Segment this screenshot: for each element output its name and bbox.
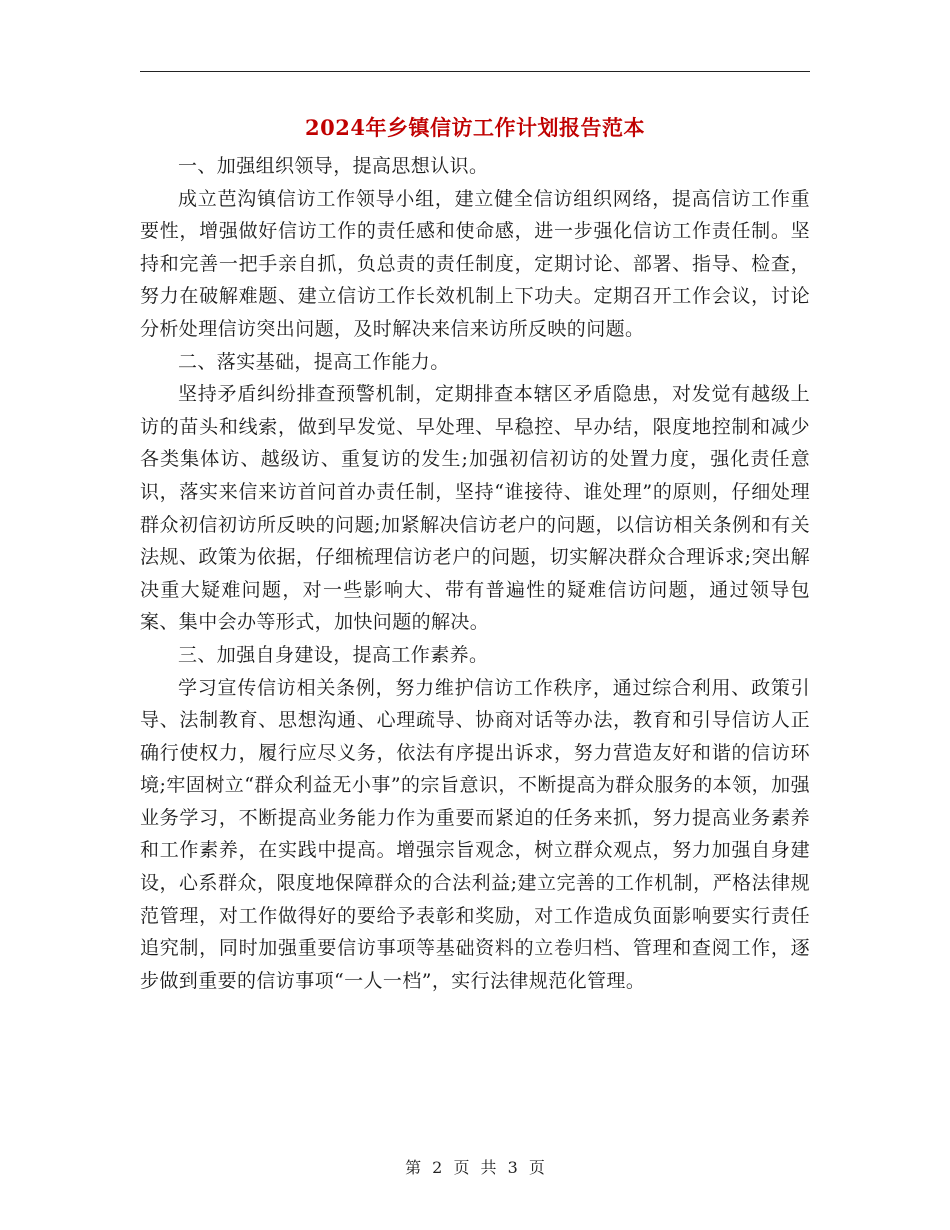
- document-title: 2024年乡镇信访工作计划报告范本: [305, 115, 645, 140]
- body-paragraph-2: 坚持矛盾纠纷排查预警机制，定期排查本辖区矛盾隐患，对发觉有越级上访的苗头和线索，做到早发觉、早处理、早稳控、早办结，限度地控制和减少各类集体访、越级访、重复访的发生;加强初信初访的处置力度，强化责任意识，落实来信来访首问首办责任制，坚持“谁接待、谁处理”的原则，仔细处理群众初信初访所反映的问题;加紧解决信访老户的问题，以信访相关条例和有关法规、政策为依据，仔细梳理信访老户的问题，切实解决群众合理诉求;突出解决重大疑难问题，对一些影响大、带有普遍性的疑难信访问题，通过领导包案、集中会办等形式，加快问题的解决。: [140, 383, 810, 634]
- section-heading-3: 三、加强自身建设，提高工作素养。: [178, 643, 489, 666]
- body-paragraph-3: 学习宣传信访相关条例，努力维护信访工作秩序，通过综合利用、政策引导、法制教育、思想沟通、心理疏导、协商对话等办法，教育和引导信访人正确行使权力，履行应尽义务，依法有序提出诉求，努力营造友好和谐的信访环境;牢固树立“群众利益无小事”的宗旨意识，不断提高为群众服务的本领，加强业务学习，不断提高业务能力作为重要而紧迫的任务来抓，努力提高业务素养和工作素养，在实践中提高。增强宗旨观念，树立群众观点，努力加强自身建设，心系群众，限度地保障群众的合法利益;建立完善的工作机制，严格法律规范管理，对工作做得好的要给予表彰和奖励，对工作造成负面影响要实行责任追究制，同时加强重要信访事项等基础资料的立卷归档、管理和查阅工作，逐步做到重要的信访事项“一人一档”，实行法律规范化管理。: [140, 676, 810, 992]
- body-paragraph-1: 成立芭沟镇信访工作领导小组，建立健全信访组织网络，提高信访工作重要性，增强做好信访工作的责任感和使命感，进一步强化信访工作责任制。坚持和完善一把手亲自抓，负总责的责任制度，定期讨论、部署、指导、检查，努力在破解难题、建立信访工作长效机制上下功夫。定期召开工作会议，讨论分析处理信访突出问题，及时解决来信来访所反映的问题。: [140, 187, 810, 340]
- section-heading-1: 一、加强组织领导，提高思想认识。: [178, 155, 489, 177]
- header-rule: [140, 71, 810, 72]
- page-number: 第 2 页 共 3 页: [405, 1158, 545, 1177]
- section-heading-2: 二、落实基础，提高工作能力。: [178, 350, 450, 373]
- document-body: [140, 150, 810, 997]
